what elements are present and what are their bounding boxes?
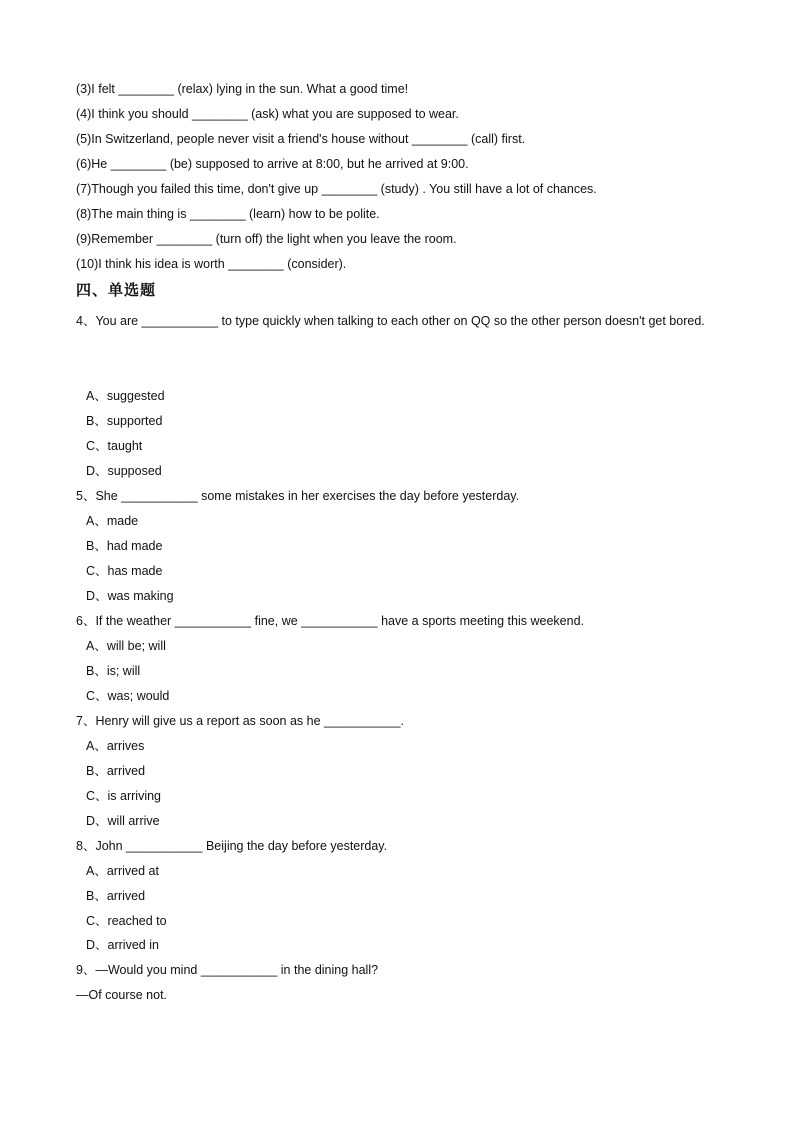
question-9-stem: 9、—Would you mind ___________ in the dining hall? [76,963,379,977]
question-5-option-a: A、made [86,514,139,528]
question-8-stem: 8、John ___________ Beijing the day before yesterday. [76,839,388,853]
fill-in-item-3: (3)I felt ________ (relax) lying in the sun. What a good time! [76,82,409,96]
fill-in-item-5: (5)In Switzerland, people never visit a friend's house without ________ (call) first. [76,132,526,146]
fill-in-item-9: (9)Remember ________ (turn off) the light when you leave the room. [76,232,457,246]
question-7-option-c: C、is arriving [86,789,162,803]
question-7-option-b: B、arrived [86,764,146,778]
fill-in-item-8: (8)The main thing is ________ (learn) how to be polite. [76,207,380,221]
section-heading: 四、单选题 [76,281,157,299]
question-7-option-a: A、arrives [86,739,145,753]
question-6-option-a: A、will be; will [86,639,166,653]
question-5-option-d: D、was making [86,589,174,603]
question-8-option-d: D、arrived in [86,938,159,952]
question-4-option-b: B、supported [86,414,163,428]
fill-in-item-10: (10)I think his idea is worth ________ (consider). [76,257,347,271]
question-4-option-a: A、suggested [86,389,165,403]
question-4-option-d: D、supposed [86,464,162,478]
fill-in-item-6: (6)He ________ (be) supposed to arrive at 8:00, but he arrived at 9:00. [76,157,469,171]
fill-in-item-4: (4)I think you should ________ (ask) what you are supposed to wear. [76,107,459,121]
question-6-option-b: B、is; will [86,664,141,678]
question-5-option-b: B、had made [86,539,163,553]
question-5-option-c: C、has made [86,564,163,578]
question-6-option-c: C、was; would [86,689,170,703]
question-7-option-d: D、will arrive [86,814,160,828]
question-4-stem: 4、You are ___________ to type quickly when talking to each other on QQ so the other person doesn't get bored. [76,314,705,328]
question-8-option-b: B、arrived [86,889,146,903]
question-5-stem: 5、She ___________ some mistakes in her exercises the day before yesterday. [76,489,520,503]
question-8-option-c: C、reached to [86,914,167,928]
question-8-option-a: A、arrived at [86,864,159,878]
question-4-option-c: C、taught [86,439,143,453]
question-6-stem: 6、If the weather ___________ fine, we ___________ have a sports meeting this weekend. [76,614,584,628]
question-9-reply: —Of course not. [76,988,168,1002]
fill-in-item-7: (7)Though you failed this time, don't give up ________ (study) . You still have a lot of chances. [76,182,597,196]
question-7-stem: 7、Henry will give us a report as soon as he ___________. [76,714,404,728]
